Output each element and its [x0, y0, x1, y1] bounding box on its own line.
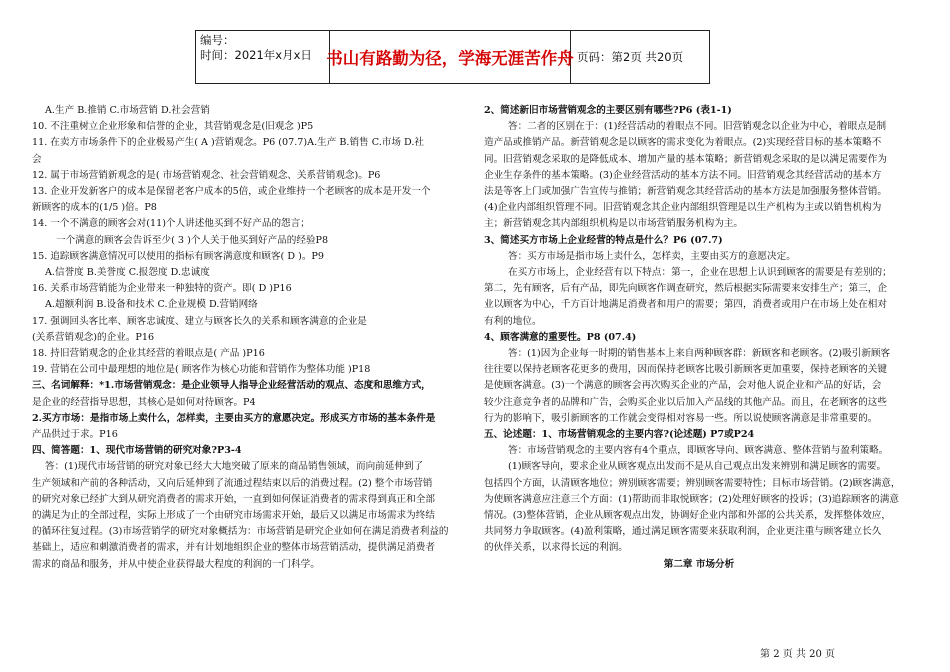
- text-line: 包括四个方面，认清顾客地位；辨别顾客需要；辨别顾客需要特性；目标市场营销。(2)顾客满意，: [484, 477, 901, 489]
- header-page: 页码：第2页 共20页: [577, 50, 684, 64]
- text-line: 13. 企业开发新客户的成本是保留老客户成本的5倍，或企业维持一个老顾客的成本是开发一个: [32, 186, 431, 198]
- text-line: 需求的商品和服务，并从中使企业获得最大程度的利润的一门科学。: [32, 558, 320, 570]
- text-line: 18. 持旧营销观念的企业其经营的着眼点是( 产品 )P16: [32, 348, 265, 360]
- text-line: A.生产 B.推销 C.市场营销 D.社会营销: [45, 105, 210, 116]
- text-line: 答：买方市场是指市场上卖什么，怎样卖，主要由买方的意愿决定。: [508, 250, 796, 262]
- text-line: 17. 强调回头客比率、顾客忠诚度、建立与顾客长久的关系和顾客满意的企业是: [32, 315, 367, 327]
- text-line: 第二，先有顾客，后有产品，即先向顾客作调查研究，然后根据实际需要来安排生产；第三，企: [484, 283, 887, 295]
- text-line: 答：市场营销观念的主要内容有4个重点，即顾客导向、顾客满意、整体营销与盈利策略。: [508, 445, 889, 457]
- header-number: 编号：: [200, 33, 235, 47]
- section-heading: 五、论述题：1、市场营销观念的主要内容?(论述题) P7或P24: [484, 429, 755, 441]
- page-header: [195, 30, 710, 84]
- text-line: 业以顾客为中心，千方百计地满足消费者和用户的需要；第四，消费者或用户在市场上处在相对: [484, 299, 887, 311]
- text-line: 为使顾客满意应注意三个方面：(1)帮助而非取悦顾客；(2)处理好顾客的投诉；(3)追踪顾客的满意: [484, 493, 899, 505]
- section-heading: 四、简答题：1、现代市场营销的研究对象?P3-4: [32, 445, 242, 457]
- header-motto: 书山有路勤为径，学海无涯苦作舟: [330, 31, 571, 83]
- text-line: 行为的影响下，吸引新顾客的工作就会变得相对容易一些。所以说使顾客满意是非常重要的。: [484, 412, 878, 424]
- header-meta: [196, 31, 330, 83]
- text-line: 一个满意的顾客会告诉至少( 3 )个人关于他买到好产品的经验P8: [56, 234, 329, 246]
- text-line: (4)企业内部组织管理不同。旧营销观念其企业内部组织管理是以生产机构为主或以销售机构为: [484, 202, 882, 214]
- text-line: 的伙伴关系，以求得长远的利润。: [484, 542, 628, 554]
- text-line: 新顾客的成本的(1/5 )倍。P8: [32, 202, 157, 214]
- text-line: 的研究对象已经扩大到从研究消费者的需求开始，一直到如何保证消费者的需求得到真正和全部: [32, 493, 435, 505]
- text-line: 较少注意竞争者的品牌和广告，会购买企业以后加入产品线的其他产品。而且，在老顾客的这些: [484, 396, 887, 408]
- text-line: 会: [32, 153, 42, 165]
- text-line: A.超额利润 B.设备和技术 C.企业规模 D.营销网络: [45, 299, 258, 311]
- text-line: 答：(1)现代市场营销的研究对象已经大大地突破了原来的商品销售领域，而向前延伸到了: [45, 461, 424, 473]
- text-line: 共同努力争取顾客。(4)盈利策略，通过满足顾客需要来获取利润，企业更注重与顾客建立长久: [484, 526, 882, 538]
- text-line: 造产品或推销产品。新营销观念是以顾客的需求变化为着眼点。(2)实现经营目标的基本策略不: [484, 137, 882, 149]
- text-line: 同。旧营销观念采取的是降低成本、增加产量的基本策略；新营销观念采取的是以满足需要作为: [484, 153, 887, 165]
- text-line: 三、名词解释：*1.市场营销观念：是企业领导人指导企业经营活动的观点、态度和思维方式，: [32, 380, 431, 392]
- section-heading: 4、顾客满意的重要性。P8 (07.4): [484, 331, 637, 343]
- text-line: 15. 追踪顾客满意情况可以使用的指标有顾客满意度和顾客( D )。P9: [32, 250, 324, 262]
- text-line: 有利的地位。: [484, 315, 542, 327]
- text-line: 产品供过于求。P16: [32, 429, 118, 441]
- text-line: 往往要以保持老顾客花更多的费用，因而保持老顾客比吸引新顾客更加重要，保持老顾客的关键: [484, 364, 887, 376]
- section-heading: 2、简述新旧市场营销观念的主要区别有哪些?P6 (表1-1): [484, 105, 732, 116]
- text-line: 的满足为止的全部过程，实际上形成了一个由研究市场需求开始，最后又以满足市场需求为终结: [32, 510, 435, 522]
- text-line: 在买方市场上，企业经营有以下特点：第一，企业在思想上认识到顾客的需要是有差别的；: [508, 267, 892, 279]
- page-footer: 第 2 页 共 20 页: [760, 649, 835, 660]
- left-column: [32, 103, 464, 573]
- section-heading: 3、简述买方市场上企业经营的特点是什么？P6 (07.7): [484, 234, 723, 246]
- text-line: 情况。(3)整体营销，企业从顾客观点出发，协调好企业内部和外部的公共关系，发挥整体效应，: [484, 510, 891, 522]
- text-line: 法是等客上门或加强广告宣传与推销；新营销观念其经营活动的基本方法是加强服务整体营销。: [484, 186, 887, 198]
- right-column: [484, 103, 914, 573]
- text-line: 生产领域和产前的各种活动，又向后延伸到了流通过程结束以后的消费过程。(2) 整个市场营销: [32, 477, 433, 489]
- text-line: 10. 不注重树立企业形象和信誉的企业，其营销观念是(旧观念 )P5: [32, 121, 314, 133]
- text-line: 14. 一个不满意的顾客会对(11)个人讲述他买到不好产品的怨言；: [32, 218, 310, 230]
- text-line: 12. 属于市场营销新观念的是( 市场营销观念、社会营销观念、关系营销观念)。P6: [32, 169, 381, 181]
- text-line: 是使顾客满意。(3)一个满意的顾客会再次购买企业的产品，会对他人说企业和产品的好话，会: [484, 380, 882, 392]
- text-line: 企业生存条件的基本策略。(3)企业经营活动的基本方法不同。旧营销观念其经营活动的基本方: [484, 169, 882, 181]
- text-line: 基础上，适应和刺激消费者的需求，并有计划地组织企业的整体市场营销活动，提供满足消费者: [32, 542, 435, 554]
- header-time: 时间：2021年x月x日: [200, 48, 312, 62]
- chapter-title: 第二章 市场分析: [663, 558, 735, 570]
- text-line: 主；新营销观念其内部组织机构是以市场营销服务机构为主。: [484, 218, 744, 230]
- text-line: 是企业的经营指导思想，其核心是如何对待顾客。P4: [32, 396, 256, 408]
- text-line: (关系营销观念)的企业。P16: [32, 331, 155, 343]
- text-line: 11. 在卖方市场条件下的企业极易产生( A )营销观念。P6 (07.7)A.生产 B.销售 C.市场 D.社: [32, 137, 424, 149]
- text-line: 的循环往复过程。(3)市场营销学的研究对象概括为：市场营销是研究企业如何在满足消费者利益的: [32, 526, 449, 538]
- text-line: (1)顾客导向，要求企业从顾客观点出发而不是从自己观点出发来辨别和满足顾客的需要。: [508, 461, 887, 473]
- text-line: 答：二者的区别在于：(1)经营活动的着眼点不同。旧营销观念以企业为中心，着眼点是制: [508, 121, 887, 133]
- text-line: 2.买方市场：是指市场上卖什么，怎样卖，主要由买方的意愿决定。形成买方市场的基本条件是: [32, 412, 436, 424]
- text-line: 16. 关系市场营销能为企业带来一种独特的资产。即( D )P16: [32, 283, 292, 295]
- text-line: 19. 营销在公司中最理想的地位是( 顾客作为核心功能和营销作为整体功能 )P18: [32, 364, 371, 376]
- text-line: A.信誉度 B.美誉度 C.报怨度 D.忠诚度: [45, 267, 210, 279]
- text-line: 答：(1)因为企业每一时期的销售基本上来自两种顾客群：新顾客和老顾客。(2)吸引新顾客: [508, 348, 891, 360]
